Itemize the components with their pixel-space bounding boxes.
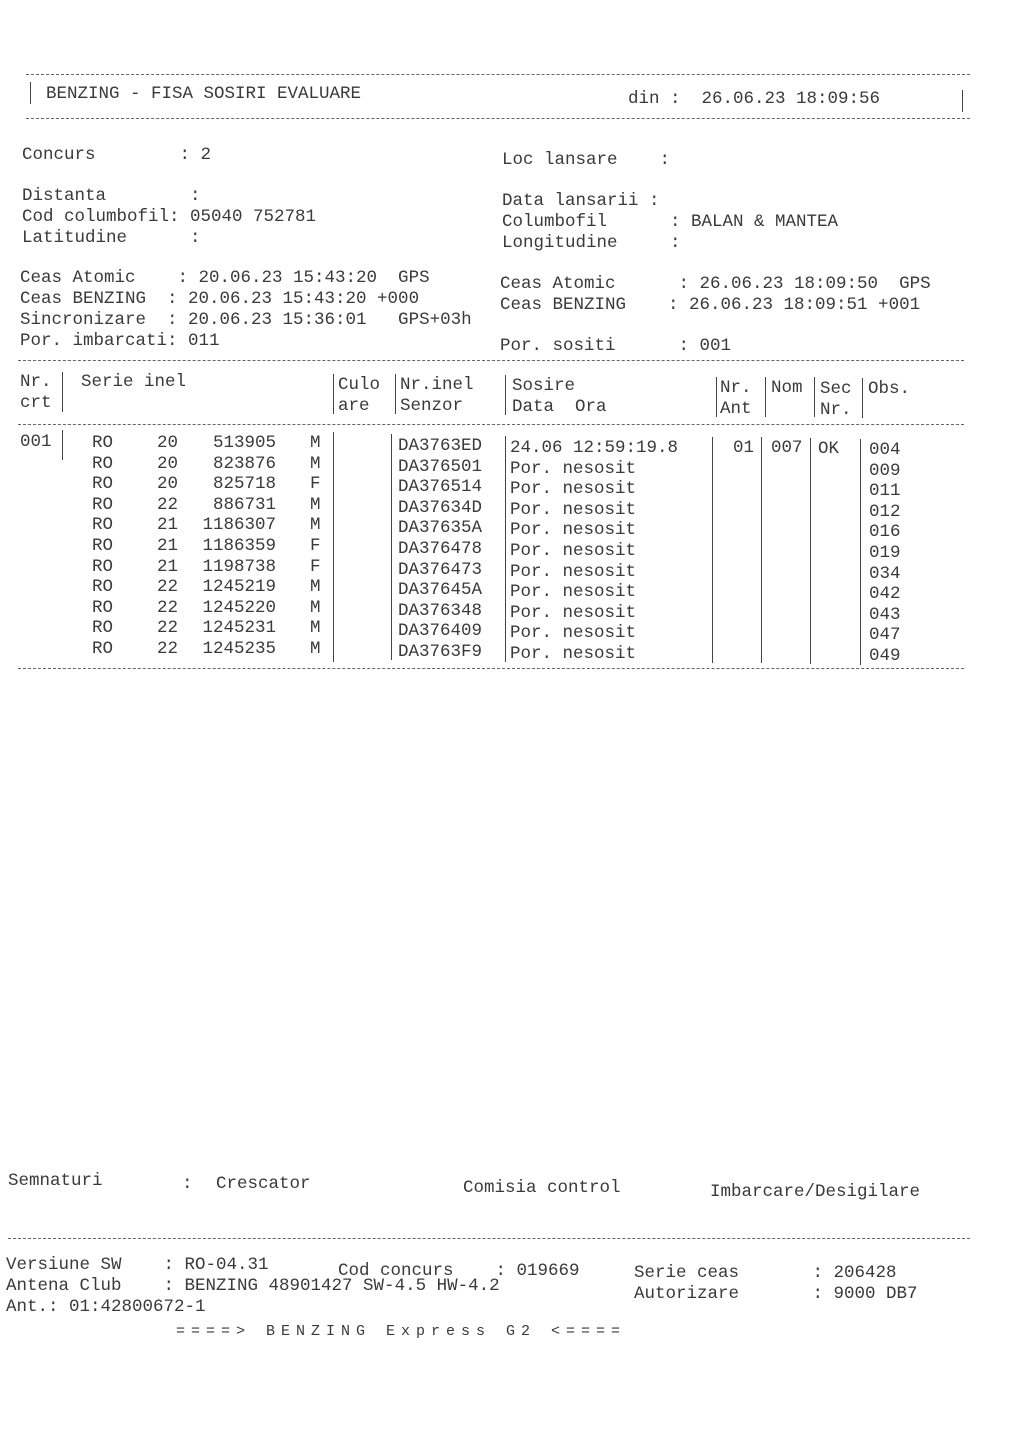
cell-ring: 513905 (212, 433, 276, 453)
cell-ant: 01 (733, 438, 755, 458)
cell-sec (818, 583, 839, 604)
cell-arrival: Por. nesosit (510, 540, 637, 561)
cell-obs: 042 (869, 584, 901, 605)
cell-country: RO (92, 638, 114, 659)
cell-nom (771, 644, 803, 665)
cell-sensor: DA376478 (398, 538, 483, 559)
clock-left-1: Ceas Atomic : 20.06.23 15:43:20 GPS (20, 268, 430, 288)
cell-year: 20 (156, 474, 178, 495)
cod-columbofil-field: Cod columbofil: 05040 752781 (22, 207, 317, 227)
cod-concurs: Cod concurs : 019669 (338, 1261, 580, 1281)
column-sec (818, 439, 839, 666)
cell-year: 21 (156, 556, 178, 577)
cell-sex: M (310, 597, 321, 618)
signatures-colon: : (182, 1174, 193, 1194)
cell-sec (818, 645, 839, 666)
cell-country: RO (92, 494, 114, 515)
cell-arrival: Por. nesosit (510, 643, 637, 664)
column-obs (869, 440, 901, 667)
longitudine-field: Longitudine : (502, 233, 681, 253)
cell-sex: F (310, 474, 321, 495)
clock-right-2: Ceas BENZING : 26.06.23 18:09:51 +001 (500, 295, 921, 315)
cell-country: RO (92, 556, 114, 577)
signature-comisia: Comisia control (463, 1178, 621, 1198)
column-country (92, 433, 113, 660)
columbofil-field: Columbofil : BALAN & MANTEA (502, 212, 839, 232)
cell-country: RO (92, 618, 114, 639)
cell-arrival: Por. nesosit (510, 602, 637, 623)
cell-nom (771, 603, 803, 624)
cell-country: RO (92, 474, 114, 495)
cell-country: RO (92, 597, 114, 618)
cell-sex: M (310, 494, 321, 515)
cell-sensor: DA376473 (398, 559, 483, 580)
cell-obs: 047 (869, 625, 901, 646)
cell-sec (818, 460, 839, 481)
cell-nom (771, 479, 803, 500)
column-ring (186, 433, 276, 660)
autorizare: Autorizare : 9000 DB7 (634, 1284, 918, 1304)
concurs-field: Concurs : 2 (22, 145, 212, 165)
cell-nom (771, 582, 803, 603)
header-sosire: Sosire Data Ora (512, 376, 607, 417)
cell-ant (733, 644, 754, 665)
signature-imbarcare: Imbarcare/Desigilare (710, 1182, 921, 1202)
cell-sensor: DA376501 (398, 456, 483, 477)
cell-ring: 886731 (212, 494, 276, 515)
cell-sensor: DA3763F9 (398, 641, 483, 662)
cell-ant (733, 582, 754, 603)
cell-sex: M (310, 453, 321, 474)
por-imbarcati: Por. imbarcati: 011 (20, 331, 220, 351)
header-sec-nr: Sec Nr. (820, 379, 852, 420)
cell-nom (771, 541, 803, 562)
cell-sec (818, 624, 839, 645)
data-lansarii-field: Data lansarii : (502, 191, 660, 211)
por-sositi: Por. sositi : 001 (500, 336, 732, 356)
cell-country: RO (92, 577, 114, 598)
cell-obs: 012 (869, 501, 901, 522)
column-year (142, 433, 178, 660)
cell-ring: 825718 (212, 474, 276, 495)
report-title: BENZING - FISA SOSIRI EVALUARE (46, 84, 362, 104)
cell-year: 22 (156, 494, 178, 515)
cell-arrival: Por. nesosit (510, 458, 637, 479)
cell-country: RO (92, 433, 114, 453)
cell-ring: 1186307 (202, 515, 276, 536)
cell-arrival: Por. nesosit (510, 561, 637, 582)
cell-sensor: DA376409 (398, 621, 483, 642)
print-date: din : 26.06.23 18:09:56 (628, 89, 881, 109)
cell-sex: M (310, 618, 321, 639)
benzing-express-banner: ====> BENZING Express G2 <==== (176, 1323, 627, 1340)
cell-ant (733, 500, 754, 521)
antena-club: Antena Club : BENZING 48901427 SW-4.5 HW-4.2 (6, 1276, 500, 1296)
cell-year: 21 (156, 535, 178, 556)
cell-year: 22 (156, 618, 178, 639)
cell-obs: 019 (869, 542, 901, 563)
serie-ceas: Serie ceas : 206428 (634, 1263, 897, 1283)
header-nom: Nom (771, 378, 803, 398)
cell-sec (818, 501, 839, 522)
cell-year: 22 (156, 577, 178, 598)
cell-arrival: Por. nesosit (510, 582, 637, 603)
column-ant (733, 438, 754, 665)
column-sensor (398, 436, 482, 663)
cell-year: 22 (156, 638, 178, 659)
cell-sensor: DA37635A (398, 518, 483, 539)
cell-nom (771, 520, 803, 541)
cell-sex: M (310, 577, 321, 598)
cell-nom (771, 459, 803, 480)
cell-obs: 034 (869, 563, 901, 584)
cell-sex: F (310, 556, 321, 577)
distanta-field: Distanta : (22, 186, 201, 206)
clock-left-2: Ceas BENZING : 20.06.23 15:43:20 +000 (20, 289, 420, 309)
cell-year: 21 (156, 515, 178, 536)
cell-ring: 1186359 (202, 535, 276, 556)
cell-ring: 1198738 (202, 556, 276, 577)
cell-year: 20 (156, 433, 178, 453)
cell-obs: 049 (869, 645, 901, 666)
header-culoare: Culo are (338, 375, 381, 416)
cell-sec (818, 521, 839, 542)
cell-sex: M (310, 638, 321, 659)
cell-nom (771, 562, 803, 583)
header-obs: Obs. (868, 379, 911, 399)
cell-ant (733, 623, 754, 644)
header-nr-inel-senzor: Nr.inel Senzor (400, 375, 474, 416)
header-nr-ant: Nr. Ant (720, 378, 752, 419)
cell-country: RO (92, 535, 114, 556)
cell-ant (733, 459, 754, 480)
versiune-sw: Versiune SW : RO-04.31 (6, 1255, 269, 1275)
cell-arrival: Por. nesosit (510, 623, 637, 644)
cell-ring: 823876 (212, 453, 276, 474)
cell-sec (818, 604, 839, 625)
signatures-label: Semnaturi (8, 1171, 103, 1191)
cell-ant (733, 479, 754, 500)
cell-ring: 1245235 (202, 638, 276, 659)
cell-ring: 1245231 (202, 618, 276, 639)
column-sex (310, 433, 321, 660)
cell-ant (733, 562, 754, 583)
cell-sec (818, 480, 839, 501)
cell-arrival: Por. nesosit (510, 479, 637, 500)
cell-ring: 1245220 (202, 597, 276, 618)
column-nom (771, 438, 803, 665)
nr-crt-value: 001 (20, 432, 52, 452)
header-nr-crt: Nr. crt (20, 372, 52, 413)
cell-sec (818, 542, 839, 563)
cell-country: RO (92, 453, 114, 474)
cell-ring: 1245219 (202, 577, 276, 598)
cell-nom: 007 (771, 438, 803, 458)
cell-obs: 009 (869, 460, 901, 481)
ant-id: Ant.: 01:42800672-1 (6, 1297, 206, 1317)
cell-sensor: DA3763ED (398, 436, 483, 456)
signature-crescator: Crescator (216, 1174, 311, 1194)
cell-sensor: DA376514 (398, 477, 483, 498)
cell-sec (818, 563, 839, 584)
header-serie-inel: Serie inel (81, 372, 187, 392)
cell-sex: M (310, 433, 321, 453)
cell-obs: 011 (869, 481, 901, 502)
cell-sensor: DA37645A (398, 580, 483, 601)
cell-arrival: 24.06 12:59:19.8 (510, 438, 679, 458)
clock-right-1: Ceas Atomic : 26.06.23 18:09:50 GPS (500, 274, 931, 294)
cell-obs: 004 (869, 440, 901, 460)
cell-sex: M (310, 515, 321, 536)
cell-obs: 043 (869, 604, 901, 625)
cell-country: RO (92, 515, 114, 536)
loc-lansare-field: Loc lansare : (502, 150, 671, 170)
cell-arrival: Por. nesosit (510, 499, 637, 520)
cell-ant (733, 520, 754, 541)
cell-arrival: Por. nesosit (510, 520, 637, 541)
cell-ant (733, 541, 754, 562)
cell-sex: F (310, 535, 321, 556)
column-arrival (510, 438, 678, 665)
cell-year: 22 (156, 597, 178, 618)
clock-left-3: Sincronizare : 20.06.23 15:36:01 GPS+03h (20, 310, 472, 330)
cell-ant (733, 603, 754, 624)
cell-sensor: DA376348 (398, 600, 483, 621)
cell-nom (771, 500, 803, 521)
cell-nom (771, 623, 803, 644)
cell-sensor: DA37634D (398, 497, 483, 518)
cell-year: 20 (156, 453, 178, 474)
latitudine-field: Latitudine : (22, 228, 201, 248)
cell-sec: OK (818, 439, 840, 459)
cell-obs: 016 (869, 522, 901, 543)
